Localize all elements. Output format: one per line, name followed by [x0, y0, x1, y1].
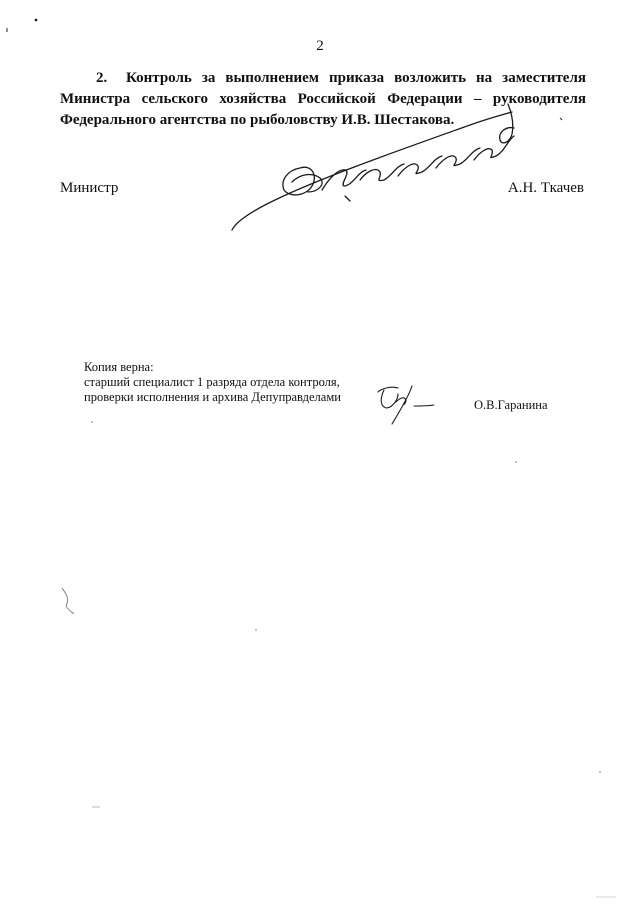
copy-signature — [378, 386, 434, 424]
paragraph-line-3: Федерального агентства по рыболовству И.В. Шестакова. — [60, 112, 455, 128]
signer-name: А.Н. Ткачев — [507, 180, 584, 196]
signer-title: Министр — [60, 180, 119, 196]
copy-position-line-1: старший специалист 1 разряда отдела контроля, — [84, 375, 340, 389]
copy-heading: Копия верна: — [84, 360, 154, 374]
minister-signature — [232, 104, 514, 230]
paragraph-number: 2. — [96, 70, 108, 86]
copy-position-line-2: проверки исполнения и архива Депуправделами — [84, 390, 341, 404]
paragraph-line-1: 2. Контроль за выполнением приказа возложить на заместителя — [60, 68, 586, 89]
scan-marks — [7, 19, 616, 897]
copy-signer-name: О.В.Гаранина — [474, 398, 548, 412]
paragraph-line-2: Министра сельского хозяйства Российской Федерации – руководителя — [60, 91, 586, 107]
page-number: 2 — [316, 38, 324, 54]
